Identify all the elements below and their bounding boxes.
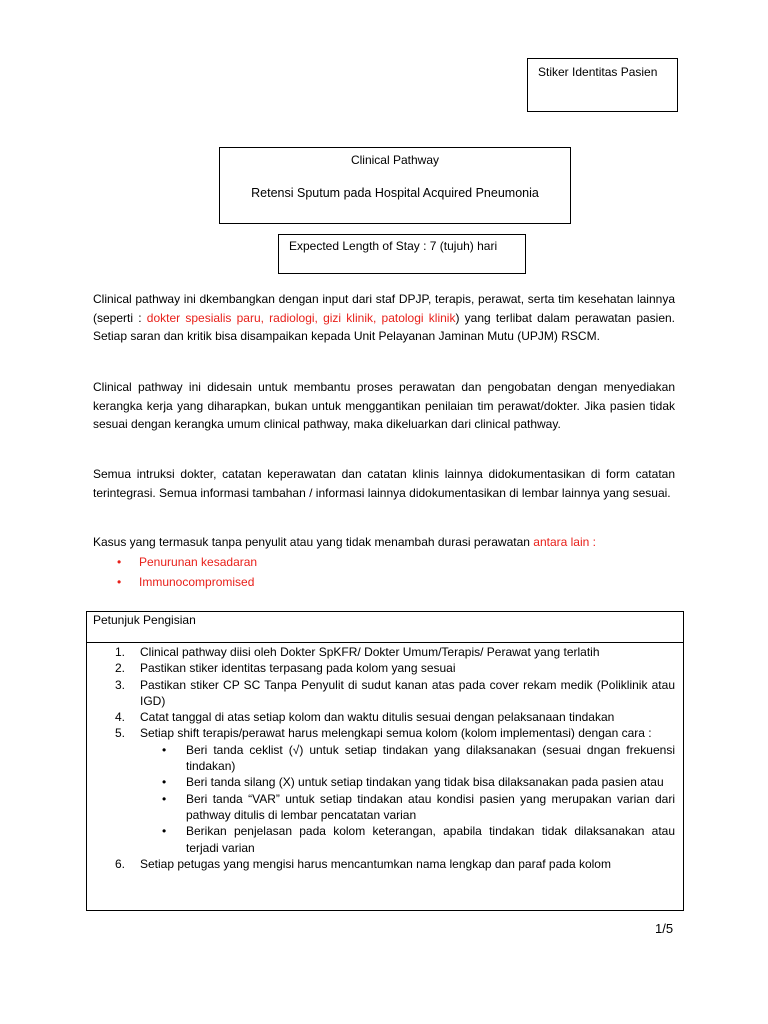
instructions-table	[86, 611, 684, 911]
bullet-icon: •	[117, 555, 122, 569]
patient-identity-sticker-box	[527, 58, 678, 112]
list-item	[87, 725, 683, 855]
document-subtitle: Retensi Sputum pada Hospital Acquired Pneumonia	[251, 186, 539, 200]
length-of-stay-label: Expected Length of Stay : 7 (tujuh) hari	[289, 239, 498, 253]
length-of-stay-box	[278, 234, 526, 274]
purpose-paragraph: Clinical pathway ini didesain untuk membantu proses perawatan dan pengobatan dengan menyediakan kerangka kerja yang diharapkan, bukan untuk menggantikan penilaian tim perawat/dokter. Jika pasien tidak sesuai dengan kerangka umum clinical pathway, maka dikeluarkan dari clinical pathway.	[93, 380, 675, 431]
item-text: Catat tanggal di atas setiap kolom dan waktu ditulis sesuai dengan pelaksanaan tindakan	[140, 710, 615, 725]
list-item	[87, 660, 683, 676]
bullet-text: Immunocompromised	[139, 574, 255, 589]
item-number: 2.	[115, 661, 126, 676]
list-item	[93, 573, 653, 593]
list-item	[140, 823, 675, 856]
cases-paragraph	[93, 533, 675, 552]
item-text: Setiap shift terapis/perawat harus melengkapi semua kolom (kolom implementasi) dengan cara :	[140, 726, 652, 741]
instructions-list	[87, 642, 683, 872]
bullet-icon: •	[162, 824, 167, 839]
sub-item-text: Beri tanda “VAR” untuk setiap tindakan atau kondisi pasien yang merupakan varian dari pathway ditulis di lembar pencatatan varian	[186, 791, 675, 822]
intro-text-a: Clinical pathway ini dkembangkan dengan input dari staf DPJP, terapis, perawat, serta tim kesehatan lainnya (seperti :	[93, 292, 675, 325]
intro-paragraph	[93, 290, 675, 346]
list-item	[93, 553, 653, 573]
list-item	[140, 791, 675, 824]
sub-item-text: Beri tanda ceklist (√) untuk setiap tindakan yang dilaksanakan (sesuai dngan frekuensi tindakan)	[186, 742, 675, 774]
list-item	[87, 709, 683, 725]
instructions-header	[87, 612, 683, 643]
bullet-icon: •	[162, 775, 167, 790]
item-number: 5.	[115, 726, 126, 741]
list-item	[87, 644, 683, 660]
list-item	[87, 856, 683, 872]
bullet-icon: •	[162, 742, 167, 757]
marking-sublist	[140, 742, 675, 856]
item-number: 3.	[115, 677, 126, 692]
item-text: Pastikan stiker identitas terpasang pada kolom yang sesuai	[140, 661, 456, 676]
item-text: Setiap petugas yang mengisi harus mencantumkan nama lengkap dan paraf pada kolom	[140, 856, 611, 871]
list-item	[140, 742, 675, 775]
documentation-paragraph: Semua intruksi dokter, catatan keperawatan dan catatan klinis lainnya didokumentasikan di form catatan terintegrasi. Semua informasi tambahan / informasi lainnya didokumentasikan di lembar lainnya yang sesuai.	[93, 467, 675, 500]
instructions-header-label: Petunjuk Pengisian	[93, 613, 196, 627]
bullet-icon: •	[162, 791, 167, 806]
item-number: 4.	[115, 710, 126, 725]
title-box	[219, 147, 571, 224]
sticker-label: Stiker Identitas Pasien	[538, 65, 658, 79]
list-item	[140, 774, 675, 790]
intro-text-b: ) yang terlibat dalam perawatan pasien. Setiap saran dan kritik bisa disampaikan kepada Unit Pelayanan Jaminan Mutu (UPJM) RSCM.	[93, 310, 676, 343]
sub-item-text: Beri tanda silang (X) untuk setiap tindakan yang tidak bisa dilaksanakan pada pasien atau	[186, 775, 664, 790]
list-item	[87, 677, 683, 710]
item-number: 6.	[115, 856, 126, 871]
page-number: 1/5	[655, 921, 674, 936]
bullet-icon: •	[117, 574, 122, 589]
item-text: Pastikan stiker CP SC Tanpa Penyulit di sudut kanan atas pada cover rekam medik (Poliklinik atau IGD)	[140, 677, 675, 708]
bullet-text: Penurunan kesadaran	[139, 555, 258, 569]
sub-item-text: Berikan penjelasan pada kolom keterangan, apabila tindakan tidak dilaksanakan atau terjadi varian	[186, 824, 675, 855]
item-text: Clinical pathway diisi oleh Dokter SpKFR/ Dokter Umum/Terapis/ Perawat yang terlatih	[140, 645, 600, 659]
cases-text: Kasus yang termasuk tanpa penyulit atau yang tidak menambah durasi perawatan	[93, 535, 534, 549]
cases-bullet-list	[93, 553, 653, 592]
intro-text-highlight: dokter spesialis paru, radiologi, gizi klinik, patologi klinik	[146, 310, 456, 325]
item-number: 1.	[115, 645, 126, 659]
document-title: Clinical Pathway	[350, 153, 440, 167]
cases-text-highlight: antara lain :	[533, 535, 596, 549]
